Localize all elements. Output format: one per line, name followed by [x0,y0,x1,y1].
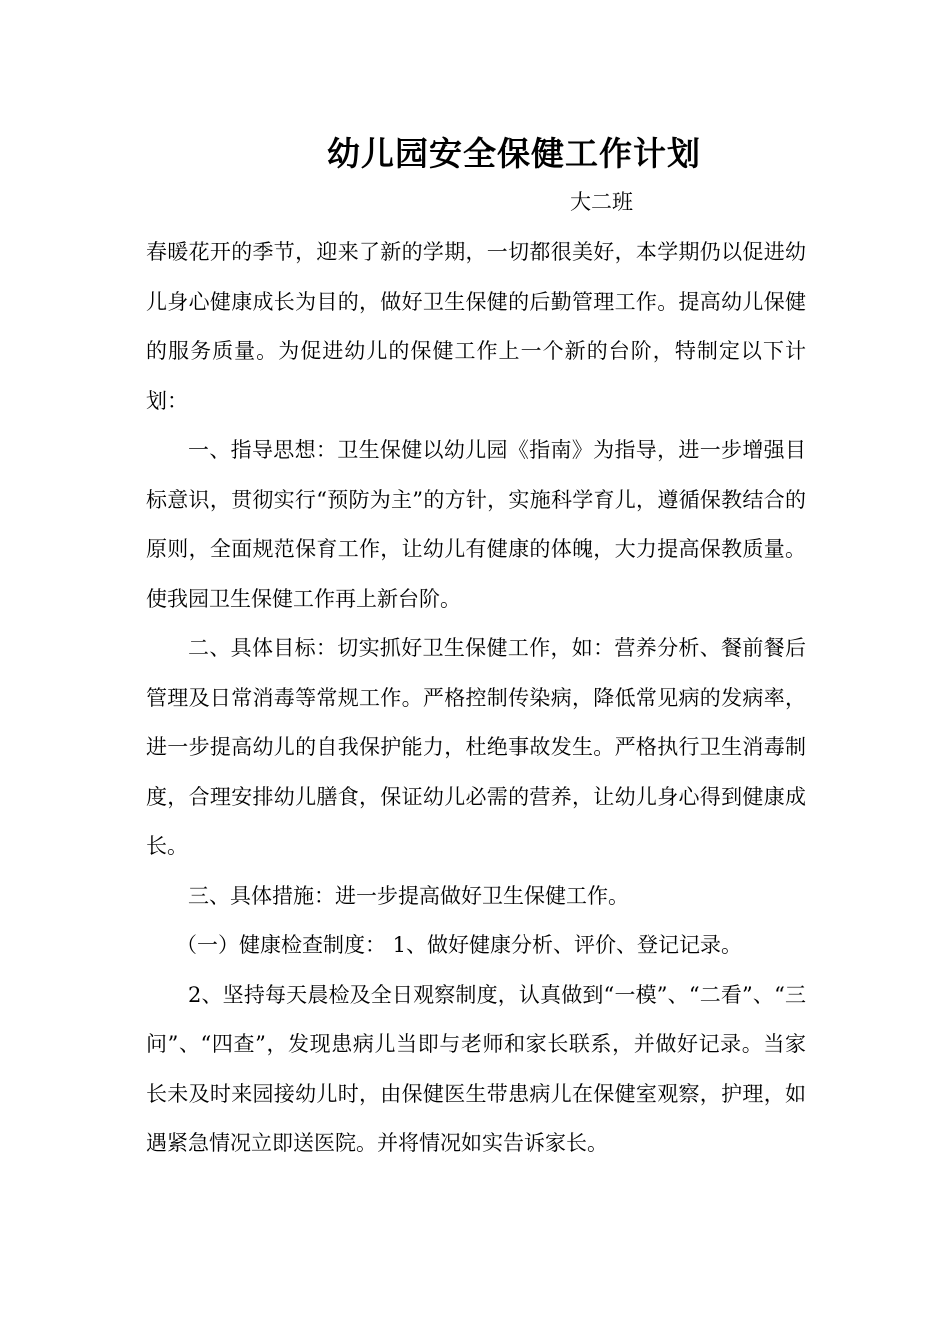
document-body [146,228,806,1169]
paragraph-morning-check: 2、坚持每天晨检及全日观察制度，认真做到“一模”、“二看”、“三问”、“四查”，发现患病儿当即与老师和家长联系，并做好记录。当家长未及时来园接幼儿时，由保健医生带患病儿在保健室观察，护理，如遇紧急情况立即送医院。并将情况如实告诉家长。 [146,982,806,1155]
class-name: 大二班 [570,190,633,214]
paragraph-health-check: （一）健康检查制度： 1、做好健康分析、评价、登记记录。 [176,933,743,957]
paragraph-specific-goals: 二、具体目标：切实抓好卫生保健工作，如：营养分析、餐前餐后管理及日常消毒等常规工作。严格控制传染病，降低常见病的发病率，进一步提高幼儿的自我保护能力，杜绝事故发生。严格执行卫生消毒制度，合理安排幼儿膳食，保证幼儿必需的营养，让幼儿身心得到健康成长。 [146,636,806,858]
document-title: 幼儿园安全保健工作计划 [327,134,701,173]
document-page [146,0,806,1344]
paragraph-specific-measures: 三、具体措施：进一步提高做好卫生保健工作。 [188,883,629,908]
paragraph-guiding-thought: 一、指导思想：卫生保健以幼儿园《指南》为指导，进一步增强目标意识，贯彻实行“预防为主”的方针，实施科学育儿，遵循保教结合的原则，全面规范保育工作，让幼儿有健康的体魄，大力提高保教质量。使我园卫生保健工作再上新台阶。 [146,438,806,611]
paragraph-intro: 春暖花开的季节，迎来了新的学期，一切都很美好，本学期仍以促进幼儿身心健康成长为目的，做好卫生保健的后勤管理工作。提高幼儿保健的服务质量。为促进幼儿的保健工作上一个新的台阶，特制定以下计划： [146,240,806,413]
